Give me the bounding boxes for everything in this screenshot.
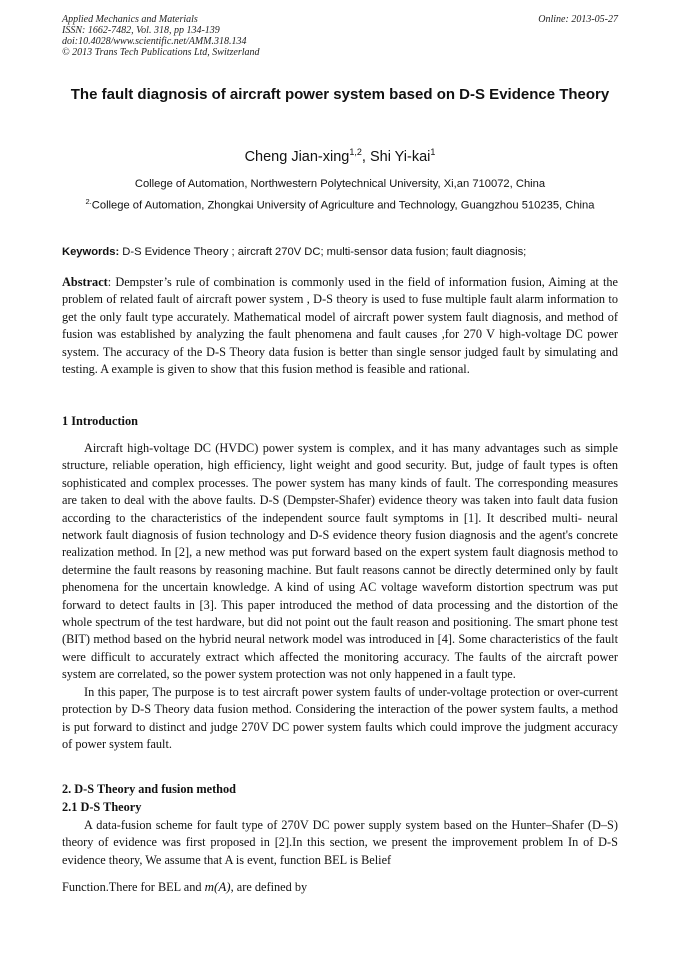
issn-line: ISSN: 1662-7482, Vol. 318, pp 134-139 [62,25,220,36]
journal-name: Applied Mechanics and Materials [62,14,198,25]
keywords-label: Keywords: [62,246,120,258]
abstract-text: : Dempster’s rule of combination is commonly used in the field of information fusion, Aiming at the problem of related fault of aircraft power system , D-S theory is used to fuse multiple fault alarm information to get the only fault type accurately. Mathematical model of aircraft power system fault diagnosis, and method of fusion was established by analyzing the fault phenomena and fault causes ,for 270 V high-voltage DC power system. The accuracy of the D-S Theory data fusion is better than single sensor judged fault by simulating and testing. A example is given to show that this fusion method is feasible and rational. [62,275,618,377]
affiliation-2 [62,193,618,215]
section-2-1-body [62,817,618,869]
doi-line: doi:10.4028/www.scientific.net/AMM.318.134 [62,36,247,47]
abstract-label: Abstract [62,275,108,289]
author-1-affil-mark: 1,2 [349,147,362,157]
online-date: Online: 2013-05-27 [538,14,618,25]
section-2-1-paragraph: A data-fusion scheme for fault type of 270V DC power supply system based on the Hunter–Shafer (D–S) theory of evidence was first proposed in [2].In this section, we present the improvement problem In of D-S evidence theory, We assume that A is event, function BEL is Belief [62,818,618,867]
affiliation-2-mark: 2. [85,197,92,206]
formula-prefix: Function.There for BEL and [62,880,205,894]
affiliation-2-text: College of Automation, Zhongkai University of Agriculture and Technology, Guangzhou 510235, China [91,199,595,212]
intro-paragraph-2: In this paper, The purpose is to test aircraft power system faults of under-voltage protection or over-current protection by D-S Theory data fusion method. Considering the interaction of the power system faults, a method is put forward to distinct and judge 270V DC power system faults which could improve the judgment accuracy of power system fault. [62,684,618,751]
abstract [62,274,618,378]
section-2-heading: 2. D-S Theory and fusion method [62,782,237,796]
author-2-affil-mark: 1 [430,147,436,157]
intro-heading: 1 Introduction [62,414,138,428]
keywords [62,244,618,260]
formula-math: m(A) [204,879,231,894]
keywords-text: D-S Evidence Theory ; aircraft 270V DC; multi-sensor data fusion; fault diagnosis; [119,246,527,258]
journal-header [62,14,618,58]
formula-suffix: , are defined by [230,880,308,894]
author-2: Shi Yi-kai [369,148,431,165]
copyright-line: © 2013 Trans Tech Publications Ltd, Switzerland [62,47,260,58]
author-separator: , [361,148,370,165]
author-1: Cheng Jian-xing [244,148,350,165]
intro-paragraph-1: Aircraft high-voltage DC (HVDC) power system is complex, and it has many advantages such as simple structure, reliable operation, high efficiency, light weight and good security. But, judge of fault types is often sophisticated and complex processes. The power system has many kinds of fault. The corresponding measures are taken to deal with the above faults. D-S (Dempster-Shafer) evidence theory was taken into fault data fusion according to the characteristics of the independent source fault symptoms in [1]. It described multi- neural network fault diagnosis of fusion technology and D-S evidence theory fusion diagnosis and the agent's concrete realization method. In [2], a new method was put forward based on the expert system fault diagnosis method to determine the fault reasons by reasoning machine. But fault reasons cannot be directly determined only by fault phenomena for the uncertain knowledge. A kind of using AC voltage waveform distortion spectrum was put forward to detect faults in [3]. This paper introduced the method of data processing and the distortion of the whole spectrum of the test hardware, but did not point out the fault reason and positioning. The smart phone test (BIT) method based on the hybrid neural network model was introduced in [4]. Some characteristics of the fault were difficult to accurately extract which affected the monitoring accuracy. The faults of the aircraft power system are correlated, so the power system protection was not only happened in a fault type. [62,441,618,682]
intro-body [62,440,618,753]
section-2-1-heading: 2.1 D-S Theory [62,800,142,814]
formula-intro-line [62,878,618,896]
paper-title: The fault diagnosis of aircraft power system based on D-S Evidence Theory [70,86,610,103]
author-line [62,143,618,166]
affiliation-1: College of Automation, Northwestern Polytechnical University, Xi,an 710072, China [134,178,546,190]
